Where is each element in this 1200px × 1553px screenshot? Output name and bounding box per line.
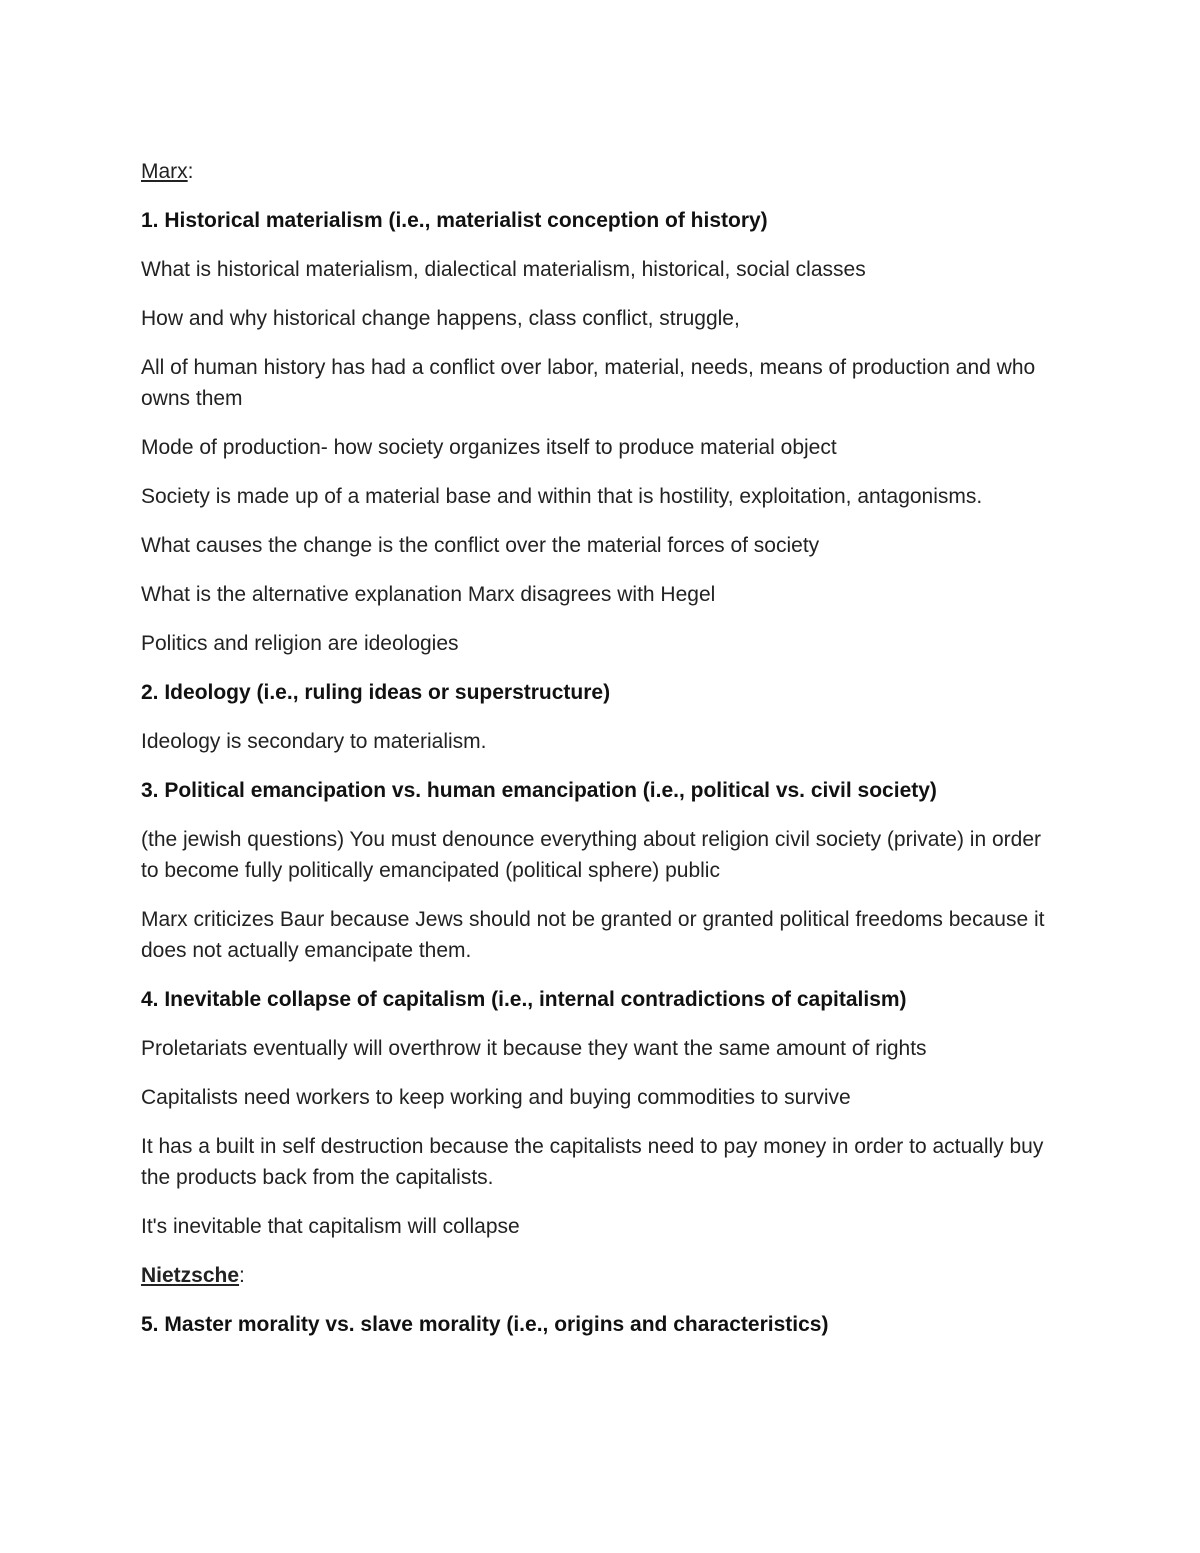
paragraph: How and why historical change happens, class conflict, struggle, <box>141 307 740 330</box>
paragraph: Capitalists need workers to keep working and buying commodities to survive <box>141 1086 851 1109</box>
paragraph: Ideology is secondary to materialism. <box>141 730 487 753</box>
author-name: Marx <box>141 160 188 183</box>
paragraph: All of human history has had a conflict over labor, material, needs, means of production and who owns them <box>141 356 1036 410</box>
paragraph: Mode of production- how society organizes itself to produce material object <box>141 436 837 459</box>
section-heading-4: 4. Inevitable collapse of capitalism (i.e., internal contradictions of capitalism) <box>141 988 907 1011</box>
section-heading-2: 2. Ideology (i.e., ruling ideas or superstructure) <box>141 681 611 704</box>
paragraph: (the jewish questions) You must denounce everything about religion civil society (private) in order to become fully politically emancipated (political sphere) public <box>141 828 1041 882</box>
paragraph: What is historical materialism, dialectical materialism, historical, social classes <box>141 258 866 281</box>
paragraph: Marx criticizes Baur because Jews should not be granted or granted political freedoms because it does not actually emancipate them. <box>141 908 1045 962</box>
paragraph: Proletariats eventually will overthrow it because they want the same amount of rights <box>141 1037 927 1060</box>
section-heading-1: 1. Historical materialism (i.e., materialist conception of history) <box>141 209 768 232</box>
author-name: Nietzsche <box>141 1264 240 1287</box>
paragraph: It's inevitable that capitalism will collapse <box>141 1215 520 1238</box>
paragraph: Politics and religion are ideologies <box>141 632 459 655</box>
paragraph: What is the alternative explanation Marx disagrees with Hegel <box>141 583 716 606</box>
section-heading-3: 3. Political emancipation vs. human emancipation (i.e., political vs. civil society) <box>141 779 937 802</box>
paragraph: It has a built in self destruction because the capitalists need to pay money in order to actually buy the products back from the capitalists. <box>141 1135 1044 1189</box>
paragraph: What causes the change is the conflict over the material forces of society <box>141 534 820 557</box>
section-heading-5: 5. Master morality vs. slave morality (i.e., origins and characteristics) <box>141 1313 829 1336</box>
paragraph: Society is made up of a material base and within that is hostility, exploitation, antagonisms. <box>141 485 983 508</box>
author-suffix: : <box>239 1264 245 1287</box>
author-heading-marx <box>141 156 1061 187</box>
author-heading-nietzsche <box>141 1260 1061 1291</box>
author-suffix: : <box>187 160 194 183</box>
document-body <box>141 156 1061 1358</box>
